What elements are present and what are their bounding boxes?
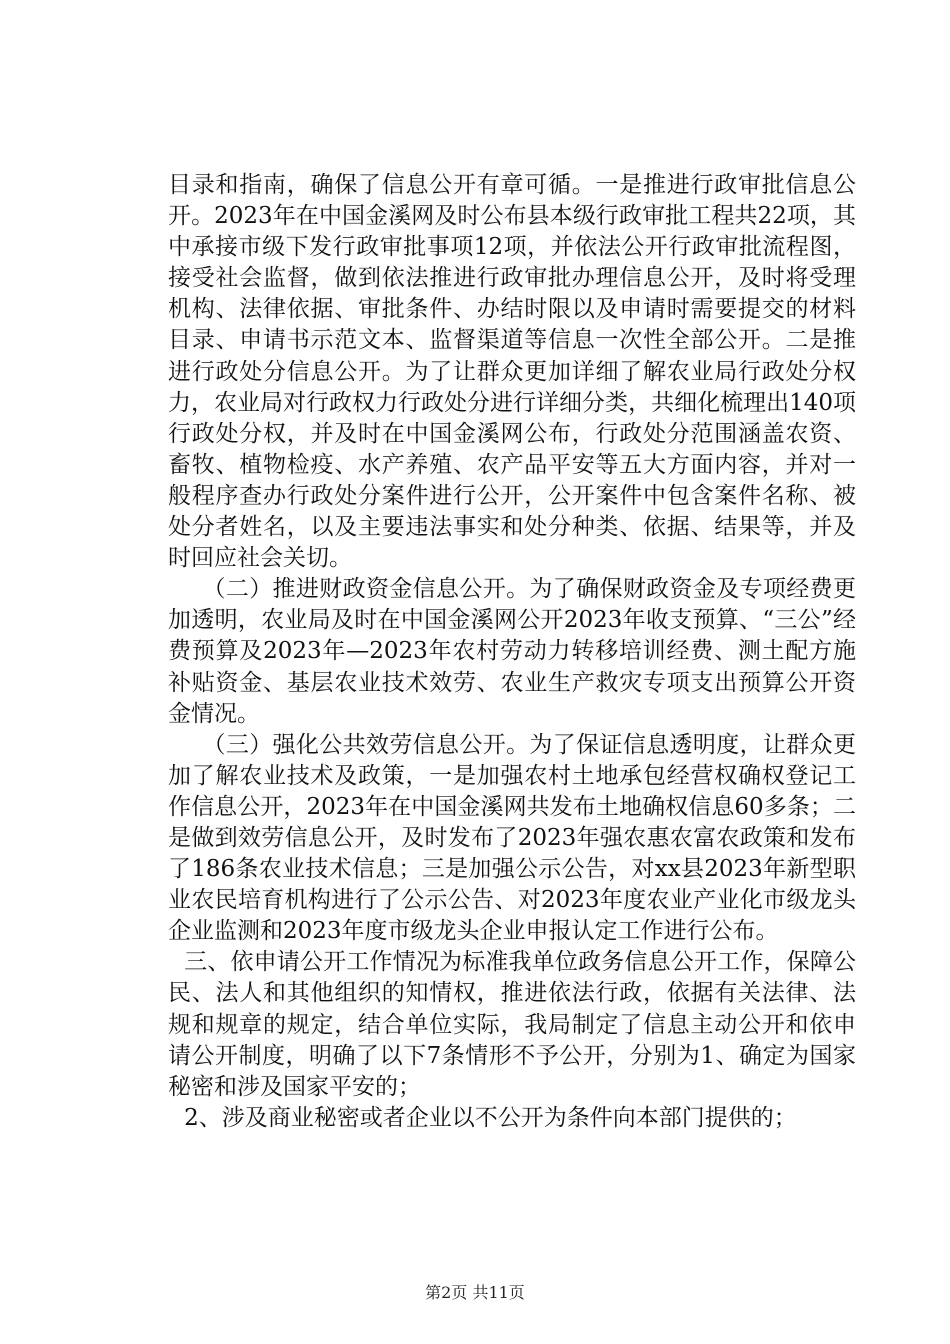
- paragraph-application-disclosure: 三、依申请公开工作情况为标准我单位政务信息公开工作，保障公民、法人和其他组织的知情权，推进依法行政，依据有关法律、法规和规章的规定，结合单位实际，我局制定了信息主动公开和依申请公开制度，明确了以下7条情形不予公开，分别为1、确定为国家秘密和涉及国家平安的；: [168, 949, 856, 1100]
- page-number-footer: 第2页 共11页: [425, 1283, 525, 1302]
- paragraph-administrative-disclosure: 目录和指南，确保了信息公开有章可循。一是推进行政审批信息公开。2023年在中国金溪网及时公布县本级行政审批工程共22项，其中承接市级下发行政审批事项12项，并依法公开行政审批流程图，接受社会监督，做到依法推进行政审批办理信息公开，及时将受理机构、法律依据、审批条件、办结时限以及申请时需要提交的材料目录、申请书示范文本、监督渠道等信息一次性全部公开。二是推进行政处分信息公开。为了让群众更加详细了解农业局行政处分权力，农业局对行政权力行政处分进行详细分类，共细化梳理出140项行政处分权，并及时在中国金溪网公布，行政处分范围涵盖农资、畜牧、植物检疫、水产养殖、农产品平安等五大方面内容，并对一般程序查办行政处分案件进行公开，公开案件中包含案件名称、被处分者姓名，以及主要违法事实和处分种类、依据、结果等，并及时回应社会关切。: [168, 172, 856, 572]
- paragraph-public-service-disclosure: （三）强化公共效劳信息公开。为了保证信息透明度，让群众更加了解农业技术及政策，一是加强农村土地承包经营权确权登记工作信息公开，2023年在中国金溪网共发布土地确权信息60多条；二是做到效劳信息公开，及时发布了2023年强农惠农富农政策和发布了186条农业技术信息；三是加强公示公告，对xx县2023年新型职业农民培育机构进行了公示公告、对2023年度农业产业化市级龙头企业监测和2023年度市级龙头企业申报认定工作进行公布。: [168, 731, 856, 945]
- paragraph-fiscal-funds-disclosure: （二）推进财政资金信息公开。为了确保财政资金及专项经费更加透明，农业局及时在中国金溪网公开2023年收支预算、“三公”经费预算及2023年—2023年农村劳动力转移培训经费、测土配方施补贴资金、基层农业技术效劳、农业生产救灾专项支出预算公开资金情况。: [168, 576, 856, 727]
- document-body: [168, 170, 856, 1134]
- paragraph-commercial-secrets: 2、涉及商业秘密或者企业以不公开为条件向本部门提供的；: [184, 1104, 797, 1131]
